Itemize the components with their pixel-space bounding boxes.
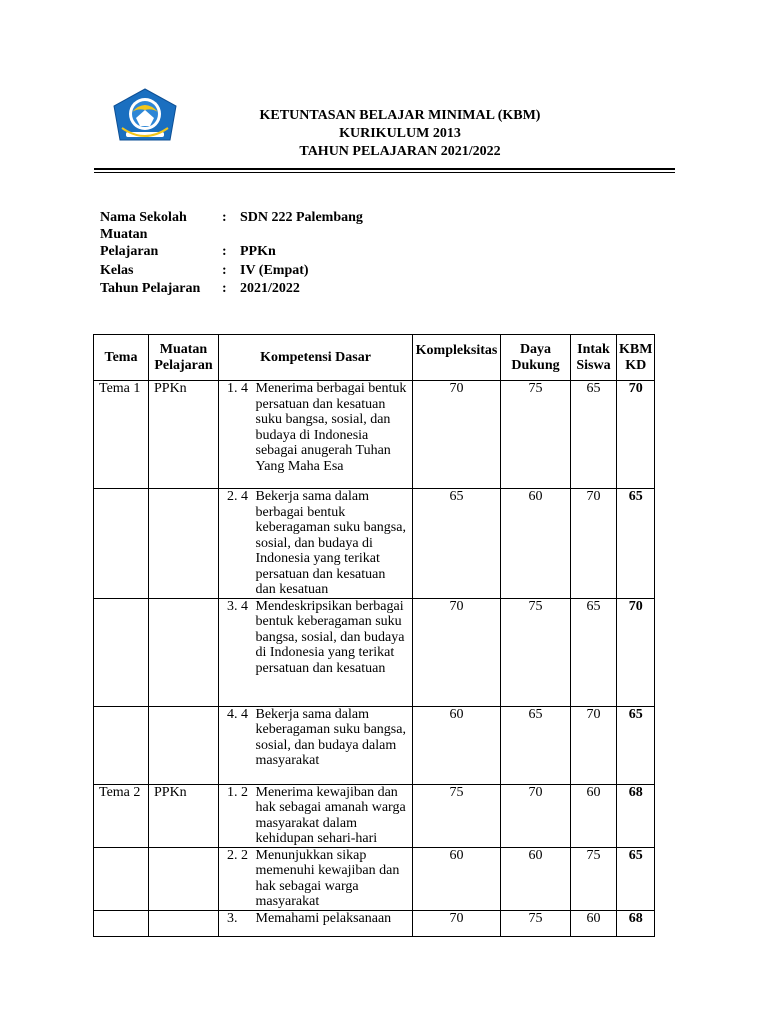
header-kompetensi-dasar: Kompetensi Dasar (219, 335, 413, 381)
cell-kd-text: Memahami pelaksanaan (252, 910, 413, 936)
cell-kompleksitas: 65 (413, 489, 501, 599)
info-label: Pelajaran (100, 244, 159, 259)
cell-kompleksitas: 60 (413, 706, 501, 784)
cell-daya-dukung: 75 (501, 598, 571, 706)
cell-daya-dukung: 70 (501, 784, 571, 847)
cell-tema: Tema 1 (94, 381, 149, 489)
cell-daya-dukung: 75 (501, 381, 571, 489)
table-row (94, 910, 655, 936)
info-label: Muatan (100, 227, 148, 242)
cell-kompleksitas: 60 (413, 847, 501, 910)
info-value: IV (Empat) (240, 263, 309, 278)
cell-kd-text: Menunjukkan sikap memenuhi kewajiban dan hak sebagai warga masyarakat (252, 847, 413, 910)
cell-muatan (149, 489, 219, 599)
info-label: Kelas (100, 263, 134, 278)
cell-kd-text: Menerima kewajiban dan hak sebagai amanah warga masyarakat dalam kehidupan sehari-hari (252, 784, 413, 847)
kbm-table (93, 334, 655, 937)
title-line-3: TAHUN PELAJARAN 2021/2022 (299, 144, 501, 159)
cell-kompleksitas: 70 (413, 381, 501, 489)
cell-kbm-kd: 70 (617, 381, 655, 489)
cell-daya-dukung: 75 (501, 910, 571, 936)
info-colon: : (222, 244, 227, 259)
table-row (94, 784, 655, 847)
cell-kompleksitas: 70 (413, 598, 501, 706)
cell-tema (94, 489, 149, 599)
cell-kd-text: Menerima berbagai bentuk persatuan dan kesatuan suku bangsa, sosial, dan budaya di Indonesia sebagai anugerah Tuhan Yang Maha Esa (252, 381, 413, 489)
cell-tema (94, 598, 149, 706)
header-rule-thin (94, 172, 675, 173)
cell-tema (94, 706, 149, 784)
table-row (94, 706, 655, 784)
cell-kompleksitas: 70 (413, 910, 501, 936)
cell-kd-text: Bekerja sama dalam keberagaman suku bangsa, sosial, dan budaya dalam masyarakat (252, 706, 413, 784)
cell-tema (94, 910, 149, 936)
cell-muatan (149, 598, 219, 706)
header-kbm-kd: KBM KD (617, 335, 655, 381)
cell-muatan: PPKn (149, 784, 219, 847)
cell-kd-number: 1. 4 (219, 381, 252, 489)
cell-muatan (149, 706, 219, 784)
cell-kbm-kd: 68 (617, 910, 655, 936)
cell-kbm-kd: 65 (617, 847, 655, 910)
table-row (94, 847, 655, 910)
cell-kbm-kd: 68 (617, 784, 655, 847)
header-rule-thick (94, 168, 675, 170)
info-label: Tahun Pelajaran (100, 281, 201, 296)
cell-kd-number: 3. (219, 910, 252, 936)
info-value: SDN 222 Palembang (240, 210, 363, 225)
tut-wuri-handayani-logo (112, 88, 178, 148)
cell-intake: 60 (571, 784, 617, 847)
header-kompleksitas: Kompleksitas (413, 335, 501, 381)
info-colon: : (222, 263, 227, 278)
header-tema: Tema (94, 335, 149, 381)
info-label: Nama Sekolah (100, 210, 187, 225)
table-row (94, 489, 655, 599)
cell-muatan (149, 910, 219, 936)
cell-kd-text: Mendeskripsikan berbagai bentuk keberagaman suku bangsa, sosial, dan budaya di Indonesia yang terikat persatuan dan kesatuan (252, 598, 413, 706)
cell-daya-dukung: 60 (501, 847, 571, 910)
table-header-row (94, 335, 655, 381)
cell-intake: 70 (571, 706, 617, 784)
cell-kd-number: 4. 4 (219, 706, 252, 784)
cell-kbm-kd: 70 (617, 598, 655, 706)
cell-tema (94, 847, 149, 910)
table-row (94, 381, 655, 489)
cell-kd-text: Bekerja sama dalam berbagai bentuk keberagaman suku bangsa, sosial, dan budaya di Indonesia yang terikat persatuan dan kesatuan dan kesatuan (252, 489, 413, 599)
header-muatan: Muatan Pelajaran (149, 335, 219, 381)
cell-intake: 75 (571, 847, 617, 910)
title-line-2: KURIKULUM 2013 (339, 126, 461, 141)
cell-intake: 65 (571, 598, 617, 706)
cell-intake: 60 (571, 910, 617, 936)
cell-kd-number: 1. 2 (219, 784, 252, 847)
cell-daya-dukung: 65 (501, 706, 571, 784)
header-intake: Intak Siswa (571, 335, 617, 381)
cell-kbm-kd: 65 (617, 489, 655, 599)
cell-kd-number: 2. 4 (219, 489, 252, 599)
cell-intake: 70 (571, 489, 617, 599)
title-line-1: KETUNTASAN BELAJAR MINIMAL (KBM) (259, 108, 541, 123)
cell-intake: 65 (571, 381, 617, 489)
info-colon: : (222, 281, 227, 296)
cell-muatan: PPKn (149, 381, 219, 489)
cell-kbm-kd: 65 (617, 706, 655, 784)
table-row (94, 598, 655, 706)
info-value: PPKn (240, 244, 276, 259)
cell-kompleksitas: 75 (413, 784, 501, 847)
info-value: 2021/2022 (240, 281, 300, 296)
cell-kd-number: 2. 2 (219, 847, 252, 910)
cell-kd-number: 3. 4 (219, 598, 252, 706)
cell-muatan (149, 847, 219, 910)
cell-daya-dukung: 60 (501, 489, 571, 599)
cell-tema: Tema 2 (94, 784, 149, 847)
document-title (200, 107, 600, 161)
info-colon: : (222, 210, 227, 225)
header-daya-dukung: Daya Dukung (501, 335, 571, 381)
